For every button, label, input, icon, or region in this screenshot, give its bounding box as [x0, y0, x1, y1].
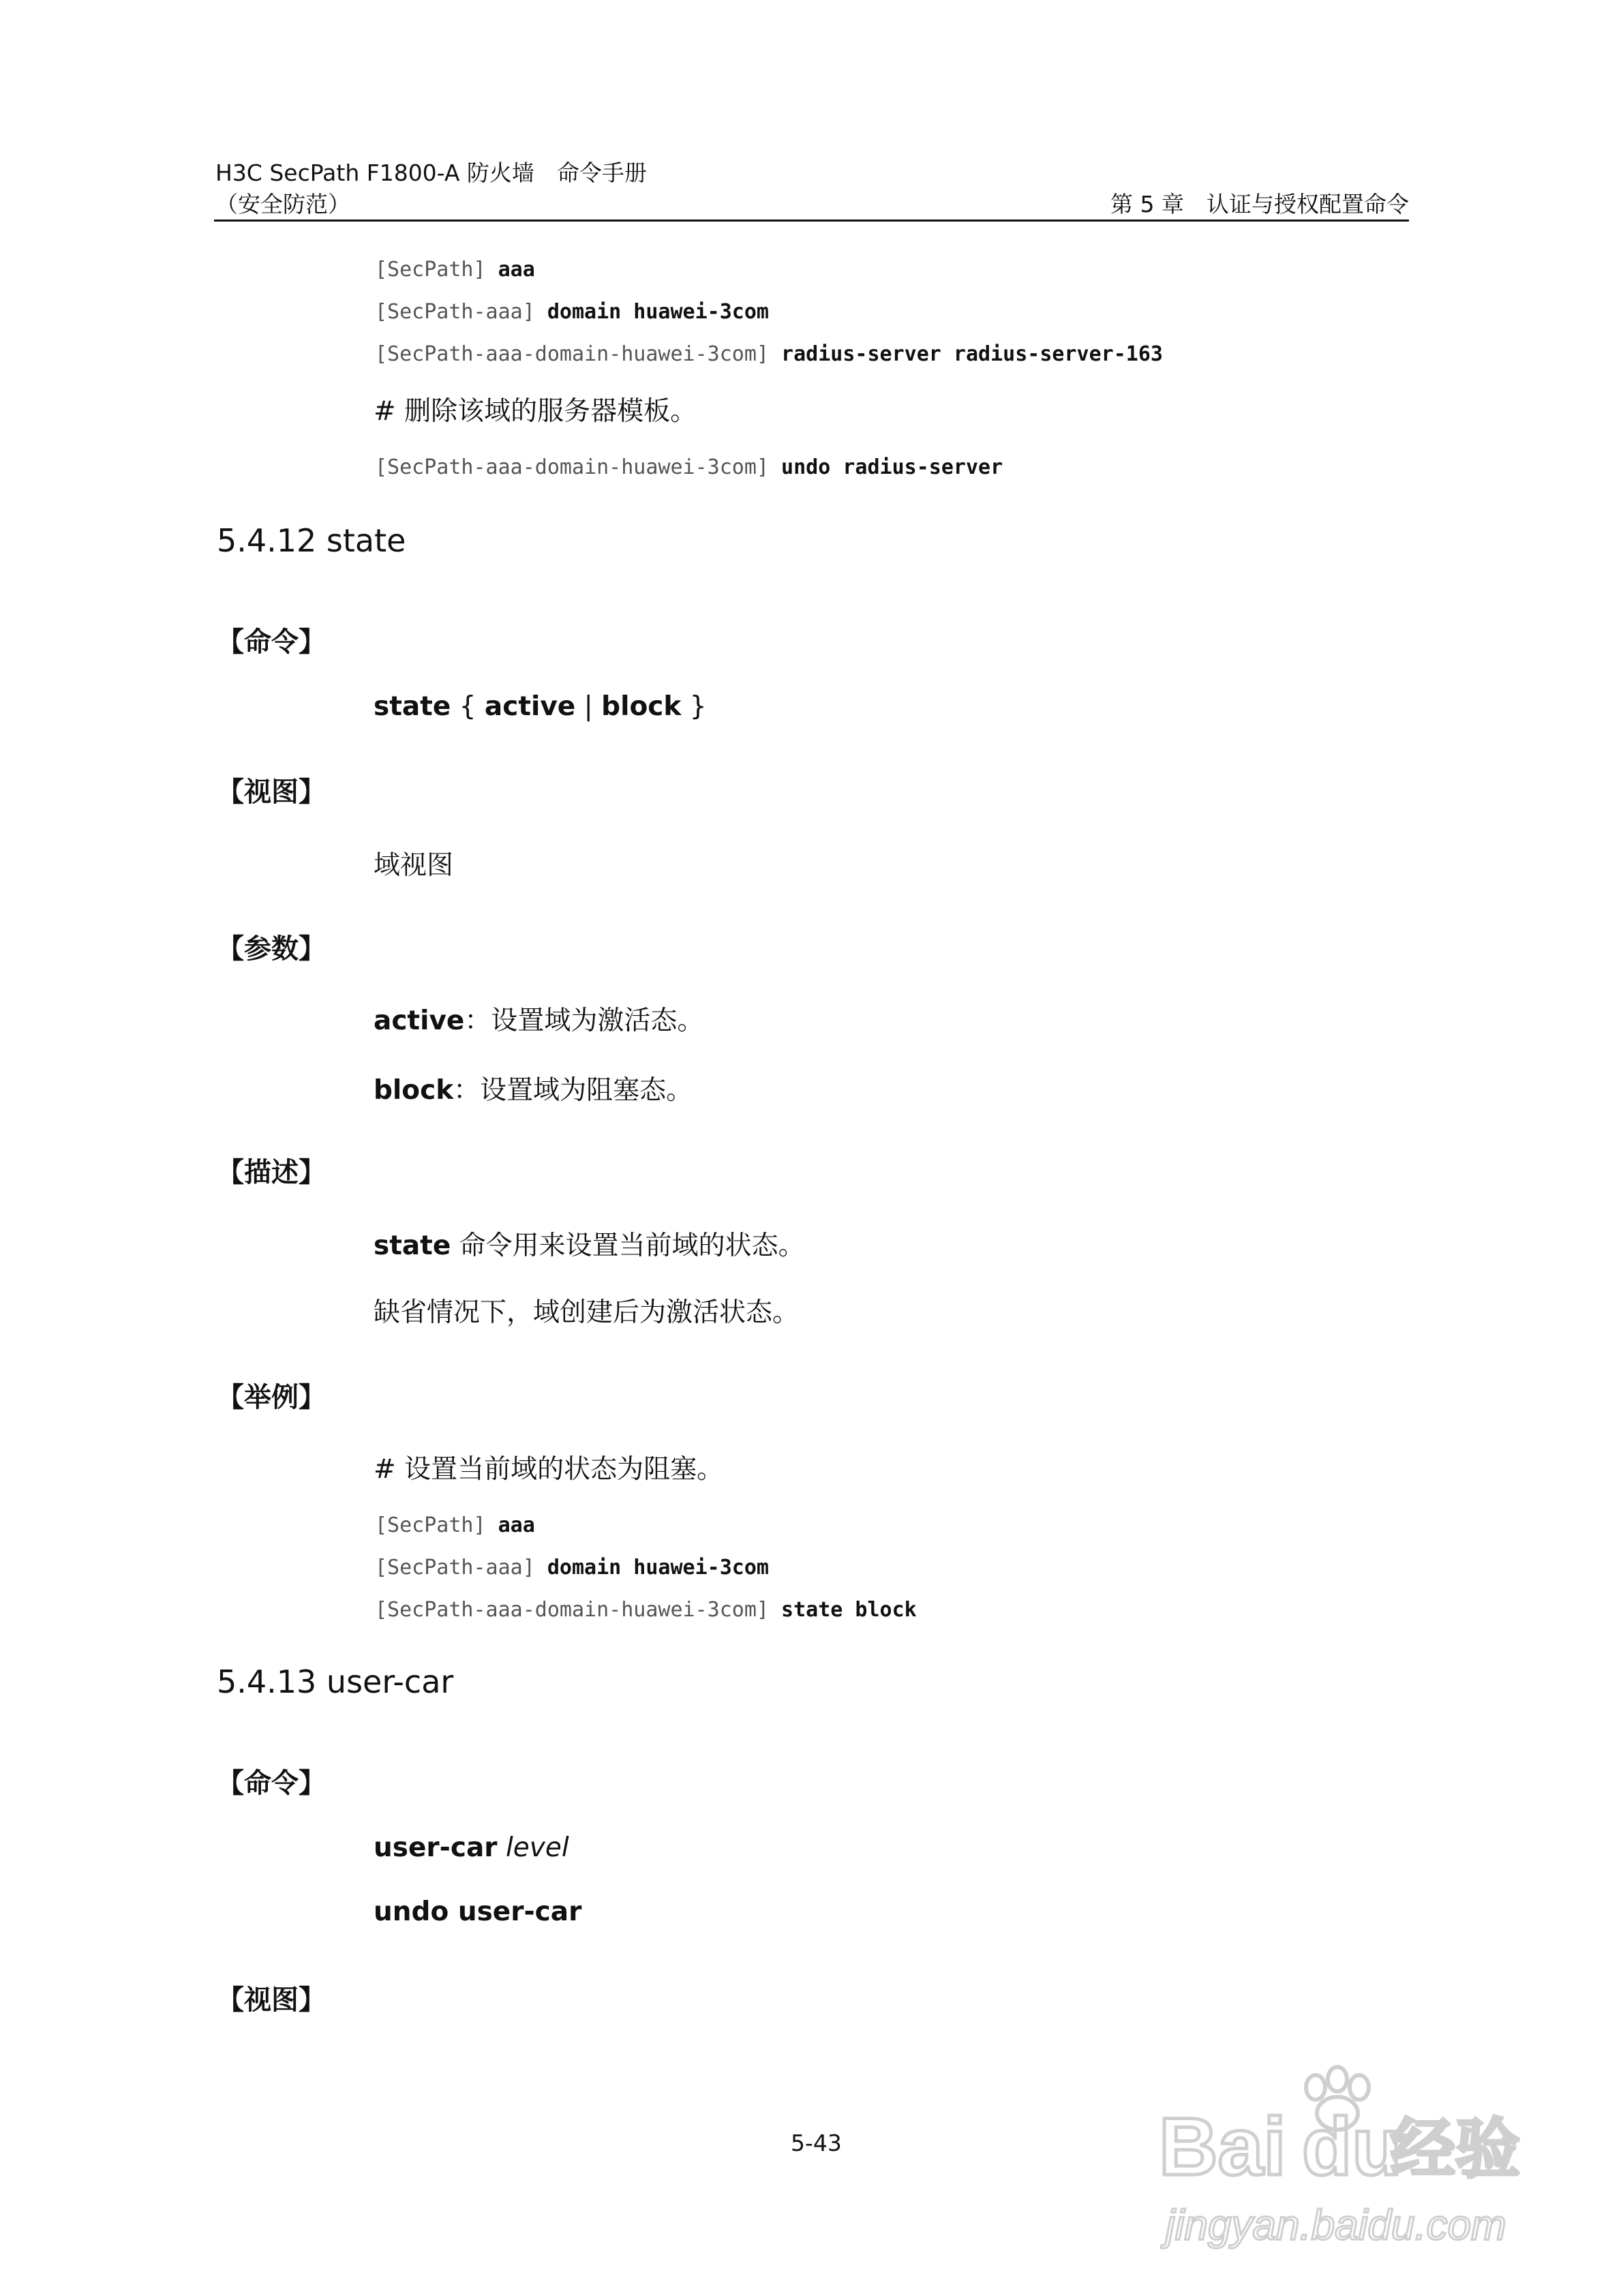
code-line: [SecPath-aaa] domain huawei-3com [375, 1556, 769, 1580]
baidu-paw-icon [1159, 2059, 1541, 2263]
label-view: 【视图】 [217, 1984, 326, 2016]
svg-text:Bai: Bai [1159, 2101, 1286, 2192]
svg-text:jingyan.baidu.com: jingyan.baidu.com [1166, 2202, 1506, 2249]
label-command: 【命令】 [217, 626, 326, 658]
label-view: 【视图】 [217, 776, 326, 808]
code-line: [SecPath-aaa-domain-huawei-3com] radius-server radius-server-163 [375, 342, 1163, 366]
label-example: 【举例】 [217, 1382, 326, 1413]
command-syntax-undo-user-car: undo user-car [374, 1897, 582, 1927]
header-rule [214, 220, 1409, 222]
svg-text:du: du [1302, 2101, 1402, 2192]
section-heading-state: 5.4.12 state [217, 522, 406, 559]
page-number: 5-43 [791, 2130, 842, 2156]
comment-line: # 删除该域的服务器模板。 [374, 396, 697, 427]
command-syntax: state { active | block } [374, 691, 707, 722]
code-line: [SecPath] aaa [375, 1513, 535, 1537]
header-title: H3C SecPath F1800-A 防火墙 命令手册 [215, 160, 647, 186]
label-params: 【参数】 [217, 933, 326, 965]
param-active: active：设置域为激活态。 [374, 1006, 704, 1036]
code-line: [SecPath] aaa [375, 258, 535, 282]
code-line: [SecPath-aaa-domain-huawei-3com] undo radius-server [375, 455, 1003, 479]
baidu-watermark [1159, 2059, 1541, 2263]
code-line: [SecPath-aaa-domain-huawei-3com] state block [375, 1598, 917, 1622]
command-syntax-user-car: user-car level [374, 1832, 569, 1863]
example-comment: # 设置当前域的状态为阻塞。 [374, 1454, 724, 1485]
view-text: 域视图 [374, 850, 454, 881]
header-chapter: 第 5 章 认证与授权配置命令 [1110, 191, 1409, 217]
label-description: 【描述】 [217, 1157, 326, 1188]
description-line: state 命令用来设置当前域的状态。 [374, 1230, 805, 1261]
code-line: [SecPath-aaa] domain huawei-3com [375, 300, 769, 324]
section-heading-user-car: 5.4.13 user-car [217, 1663, 454, 1700]
svg-text:经验: 经验 [1391, 2112, 1521, 2187]
header-subtitle: （安全防范） [215, 191, 350, 217]
label-command: 【命令】 [217, 1768, 326, 1799]
description-default: 缺省情况下，域创建后为激活状态。 [374, 1297, 800, 1328]
param-block: block：设置域为阻塞态。 [374, 1075, 693, 1106]
